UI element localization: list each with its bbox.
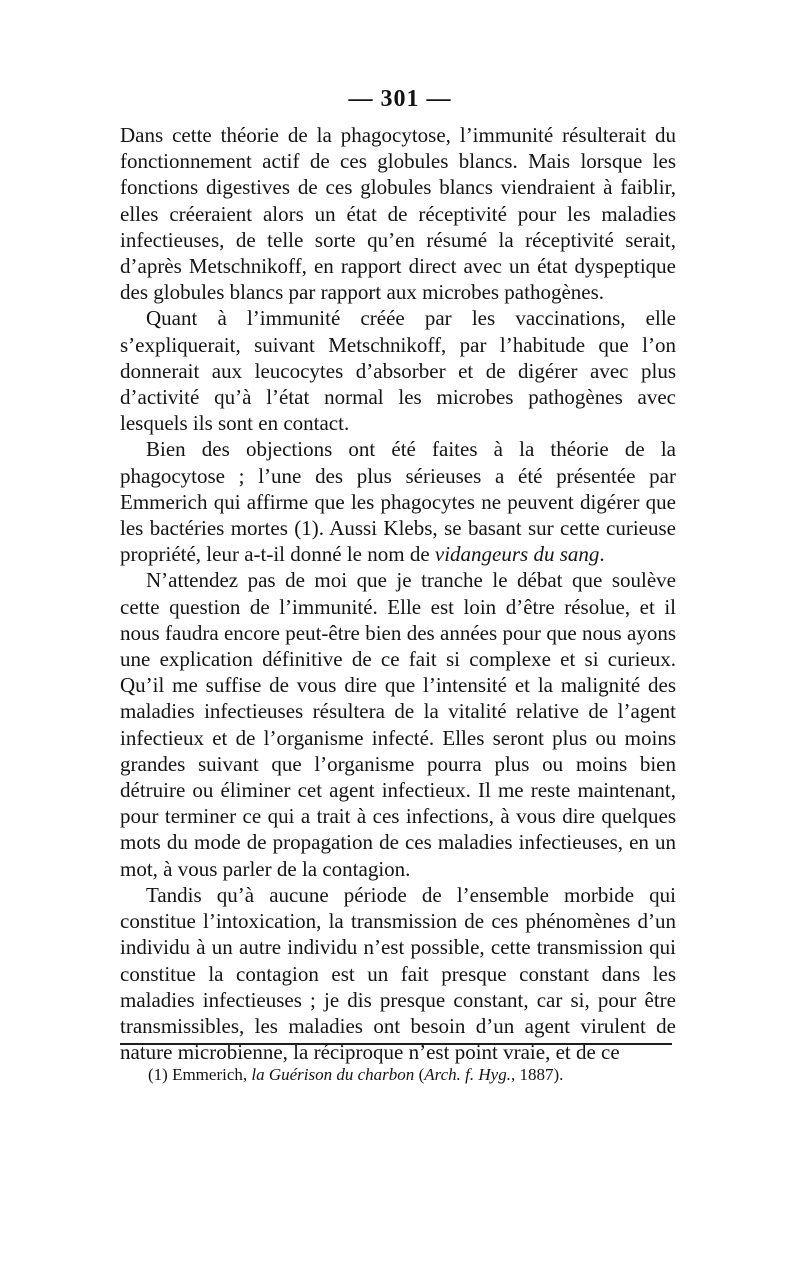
footnote-divider bbox=[120, 1043, 672, 1045]
vidangeurs-phrase: vidangeurs du sang bbox=[434, 542, 600, 567]
paragraph-immunity-debate: N’attendez pas de moi que je tranche le débat que soulève cette question de l’immunité. Elle est loin d’être résolue, et il nous faudra encore peut-être bien des années pour que nous ayons une explication définitive de ce fait si complexe et si curieux. Qu’il me suffise de vous dire que l’intensité et la malignité des maladies infectieuses résultera de la vitalité relative de l’agent infectieux et de l’organisme infecté. Elles seront plus ou moins grandes suivant que l’organisme pourra plus ou moins bien détruire ou éliminer cet agent infectieux. Il me reste maintenant, pour terminer ce qui a trait à ces infections, à vous dire quelques mots du mode de propagation de ces maladies infectieuses, en un mot, à vous parler de la contagion. bbox=[120, 568, 676, 881]
footnote-source: Arch. f. Hyg. bbox=[424, 1065, 511, 1084]
paragraph-vaccination-immunity: Quant à l’immunité créée par les vaccinations, elle s’expliquerait, suivant Metschnikoff, par l’habitude que l’on donnerait aux leucocytes d’absorber et de digérer avec plus d’activité qu’à l’état normal les microbes pathogènes avec lesquels ils sont en contact. bbox=[120, 306, 676, 436]
footnote-source-open: ( bbox=[414, 1065, 425, 1084]
footnote-title: la Guérison du charbon bbox=[251, 1065, 415, 1084]
paragraph-contagion: Tandis qu’à aucune période de l’ensemble morbide qui constitue l’intoxication, la transmission de ces phénomènes d’un individu à un autre individu n’est possible, cette transmission qui constitue la contagion est un fait presque constant dans les maladies infectieuses ; je dis presque constant, car si, pour être transmissibles, les maladies ont besoin d’un agent virulent de nature microbienne, la réciproque n’est point vraie, et de ce bbox=[120, 882, 676, 1065]
page-number: — 301 — bbox=[348, 86, 452, 112]
objections-text: Bien des objections ont été faites à la théorie de la phagocytose ; l’une des plus sérieuses a été présentée par Emmerich qui affirme que les phagocytes ne peuvent digérer que les bactéries mortes (1). Aussi Klebs, se basant sur cette curieuse propriété, leur a-t-il donné le nom de bbox=[120, 437, 676, 567]
footnote-source-close: , 1887). bbox=[510, 1065, 564, 1084]
objections-end: . bbox=[599, 542, 605, 567]
footnote-marker: (1) Emmerich, bbox=[148, 1065, 252, 1084]
paragraph-phagocytose-theory: Dans cette théorie de la phagocytose, l’immunité résulterait du fonctionnement actif de ces globules blancs. Mais lorsque les fonctions digestives de ces globules blancs viendraient à faiblir, elles créeraient alors un état de réceptivité pour les maladies infectieuses, de telle sorte qu’en résumé la réceptivité serait, d’après Metschnikoff, en rapport direct avec un état dyspeptique des globules blancs par rapport aux microbes pathogènes. bbox=[120, 123, 676, 305]
body-text bbox=[120, 122, 676, 1065]
footnote bbox=[148, 1064, 708, 1086]
paragraph-objections bbox=[120, 436, 676, 567]
